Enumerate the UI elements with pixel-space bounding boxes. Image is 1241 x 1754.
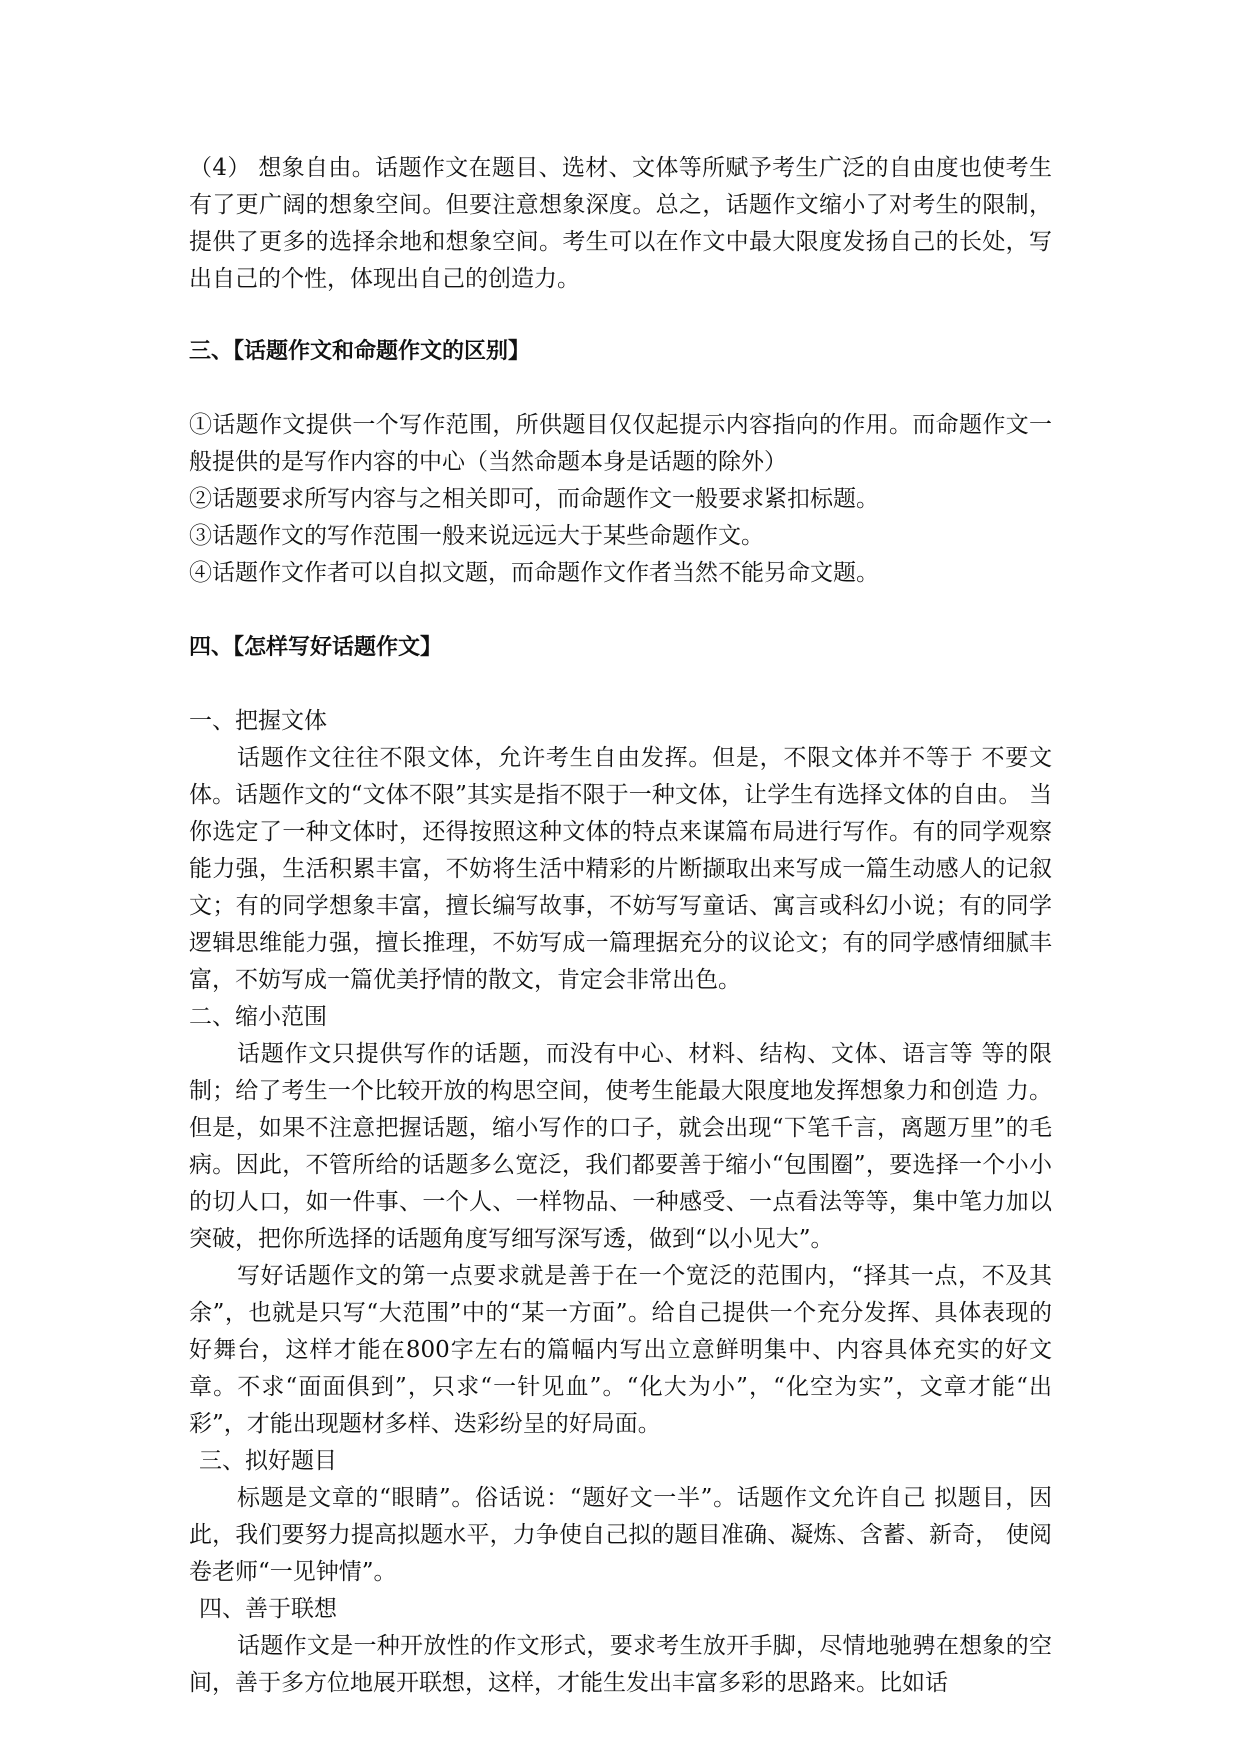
intro-paragraph: （4） 想象自由。话题作文在题目、选材、文体等所赋予考生广泛的自由度也使考生有了更广阔的想象空间。但要注意想象深度。总之，话题作文缩小了对考生的限制，提供了更多的选择余地和想象空间。考生可以在作文中最大限度发扬自己的长处，写出自己的个性，体现出自己的创造力。 [189, 155, 1052, 292]
section3-point-1: ①话题作文提供一个写作范围，所供题目仅仅起提示内容指向的作用。而命题作文一般提供的是写作内容的中心（当然命题本身是话题的除外） [189, 412, 1052, 475]
item4-text: 话题作文是一种开放性的作文形式，要求考生放开手脚，尽情地驰骋在想象的空间，善于多方位地展开联想，这样，才能生发出丰富多彩的思路来。比如话 [189, 1633, 1052, 1696]
document-page [189, 150, 1052, 1702]
section4-heading: 四、【怎样写好话题作文】 [189, 635, 443, 660]
item2-title: 二、缩小范围 [189, 1004, 327, 1030]
spacer [189, 298, 1052, 333]
item4-title: 四、善于联想 [199, 1596, 337, 1622]
item2-text-2: 写好话题作文的第一点要求就是善于在一个宽泛的范围内，“择其一点，不及其余”，也就是只写“大范围”中的“某一方面”。给自己提供一个充分发挥、具体表现的好舞台，这样才能在800字左右的篇幅内写出立意鲜明集中、内容具体充实的好文章。不求“面面俱到”，只求“一针见血”。“化大为小”，“化空为实”，文章才能“出彩”，才能出现题材多样、迭彩纷呈的好局面。 [189, 1263, 1052, 1437]
spacer [189, 370, 1052, 407]
item3-title: 三、拟好题目 [199, 1448, 337, 1474]
section3-point-3: ③话题作文的写作范围一般来说远远大于某些命题作文。 [189, 523, 764, 549]
spacer [189, 592, 1052, 629]
item1-text: 话题作文往往不限文体，允许考生自由发挥。但是，不限文体并不等于 不要文体。话题作文的“文体不限”其实是指不限于一种文体，让学生有选择文体的自由。 当你选定了一种文体时，还得按照这种文体的特点来谋篇布局进行写作。有的同学观察能力强，生活积累丰富，不妨将生活中精彩的片断撷取出来写成一篇生动感人的记叙文；有的同学想象丰富，擅长编写故事，不妨写写童话、寓言或科幻小说；有的同学逻辑思维能力强，擅长推理，不妨写成一篇理据充分的议论文；有的同学感情细腻丰富，不妨写成一篇优美抒情的散文，肯定会非常出色。 [189, 745, 1052, 993]
item2-text-1: 话题作文只提供写作的话题，而没有中心、材料、结构、文体、语言等 等的限制；给了考生一个比较开放的构思空间，使考生能最大限度地发挥想象力和创造 力。但是，如果不注意把握话题，缩小写作的口子，就会出现“下笔千言，离题万里”的毛 病。因此，不管所给的话题多么宽泛，我们都要善于缩小“包围圈”，要选择一个小小的切人口，如一件事、一个人、一样物品、一种感受、一点看法等等，集中笔力加以突破，把你所选择的话题角度写细写深写透，做到“以小见大”。 [189, 1041, 1052, 1252]
section3-heading: 三、【话题作文和命题作文的区别】 [189, 339, 531, 364]
section3-point-4: ④话题作文作者可以自拟文题，而命题作文作者当然不能另命文题。 [189, 560, 879, 586]
section3-point-2: ②话题要求所写内容与之相关即可，而命题作文一般要求紧扣标题。 [189, 486, 879, 512]
item3-text: 标题是文章的“眼睛”。俗话说：“题好文一半”。话题作文允许自己 拟题目，因此，我们要努力提高拟题水平，力争使自己拟的题目准确、凝炼、含蓄、新奇， 使阅卷老师“一见钟情”。 [189, 1485, 1052, 1585]
spacer [189, 666, 1052, 703]
item1-title: 一、把握文体 [189, 708, 327, 734]
